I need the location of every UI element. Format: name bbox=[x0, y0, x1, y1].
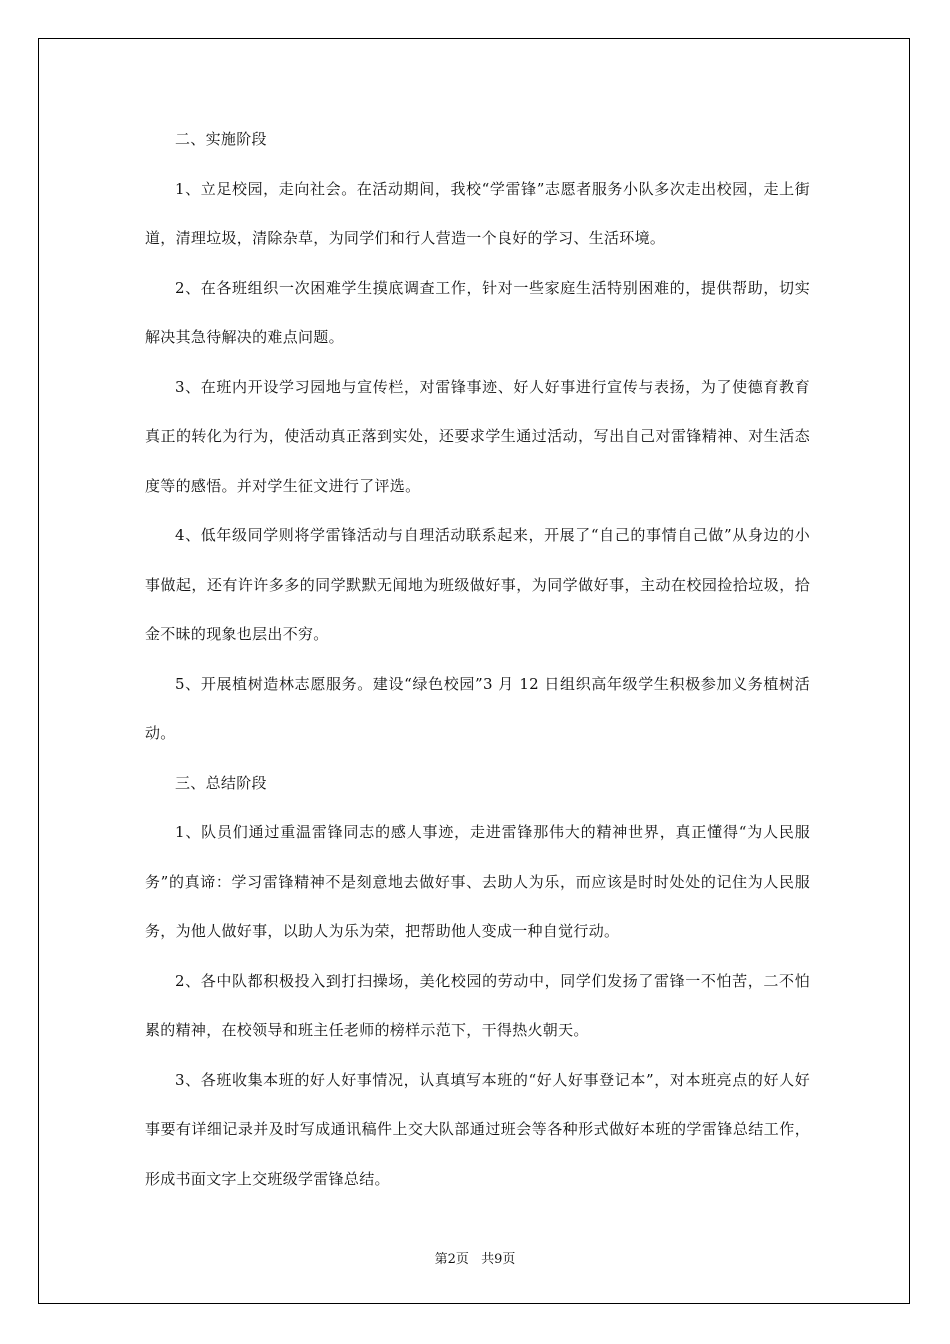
paragraph: 5、开展植树造林志愿服务。建设“绿色校园”3 月 12 日组织高年级学生积极参加义务植树活动。 bbox=[145, 674, 810, 742]
document-body bbox=[145, 115, 810, 1204]
paragraph: 1、立足校园，走向社会。在活动期间，我校“学雷锋”志愿者服务小队多次走出校园，走上街道，清理垃圾，清除杂草，为同学们和行人营造一个良好的学习、生活环境。 bbox=[145, 179, 810, 247]
paragraph: 2、各中队都积极投入到打扫操场，美化校园的劳动中，同学们发扬了雷锋一不怕苦，二不怕累的精神，在校领导和班主任老师的榜样示范下，干得热火朝天。 bbox=[145, 971, 810, 1039]
paragraph: 3、各班收集本班的好人好事情况，认真填写本班的“好人好事登记本”，对本班亮点的好人好事要有详细记录并及时写成通讯稿件上交大队部通过班会等各种形式做好本班的学雷锋总结工作，形成书面文字上交班级学雷锋总结。 bbox=[145, 1070, 810, 1188]
paragraph: 3、在班内开设学习园地与宣传栏，对雷锋事迹、好人好事进行宣传与表扬，为了使德育教育真正的转化为行为，使活动真正落到实处，还要求学生通过活动，写出自己对雷锋精神、对生活态度等的感悟。并对学生征文进行了评选。 bbox=[145, 377, 810, 495]
page-footer bbox=[0, 1248, 950, 1267]
paragraph: 2、在各班组织一次困难学生摸底调查工作，针对一些家庭生活特别困难的，提供帮助，切实解决其急待解决的难点问题。 bbox=[145, 278, 810, 346]
paragraph: 1、队员们通过重温雷锋同志的感人事迹，走进雷锋那伟大的精神世界，真正懂得“为人民服务”的真谛：学习雷锋精神不是刻意地去做好事、去助人为乐，而应该是时时处处的记住为人民服务，为他人做好事，以助人为乐为荣，把帮助他人变成一种自觉行动。 bbox=[145, 823, 810, 940]
page-number: 第2页 bbox=[434, 1252, 469, 1267]
section-heading-summary: 三、总结阶段 bbox=[175, 773, 267, 792]
page-total: 共9页 bbox=[481, 1252, 516, 1267]
paragraph: 4、低年级同学则将学雷锋活动与自理活动联系起来，开展了“自己的事情自己做”从身边的小事做起，还有许许多多的同学默默无闻地为班级做好事，为同学做好事，主动在校园捡拾垃圾，拾金不昧的现象也层出不穷。 bbox=[145, 526, 810, 643]
section-heading-implementation: 二、实施阶段 bbox=[175, 130, 267, 148]
